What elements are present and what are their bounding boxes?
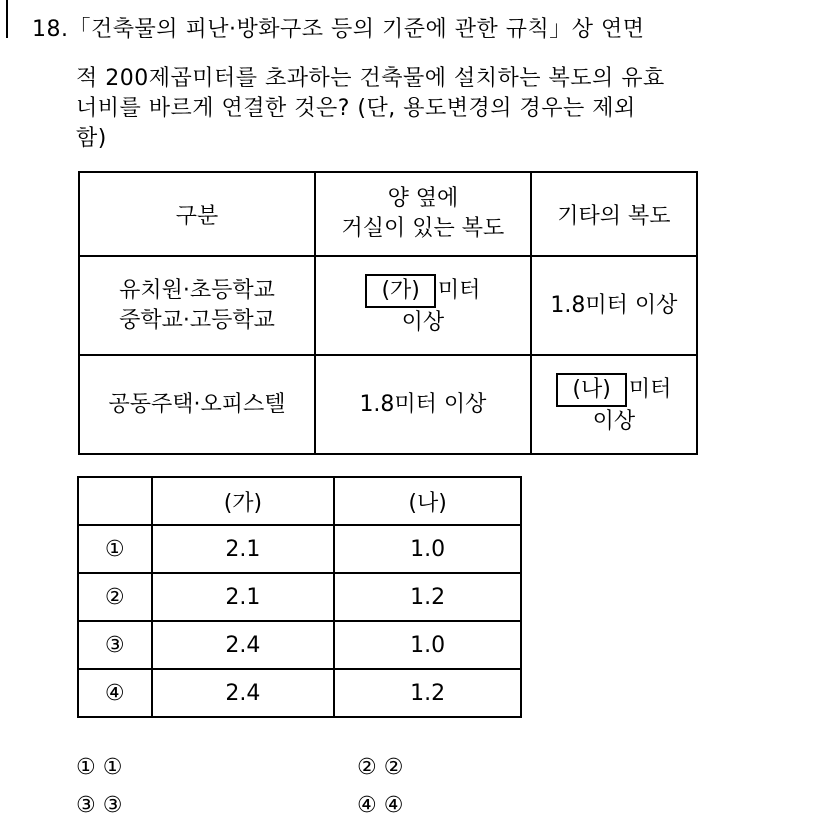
stem-line-1: 적 200제곱미터를 초과하는 건축물에 설치하는 복도의 유효 xyxy=(76,66,665,91)
criteria-row-housing xyxy=(79,355,697,454)
answer-na-value: 1.2 xyxy=(334,669,521,717)
other-housing xyxy=(531,355,697,454)
criteria-row-schools xyxy=(79,256,697,355)
answer-na-value: 1.0 xyxy=(334,525,521,573)
answer-na-value: 1.0 xyxy=(334,621,521,669)
blank-na-suffix: 이상 xyxy=(592,408,636,434)
both-sides-housing: 1.8미터 이상 xyxy=(315,355,531,454)
answer-ga-value: 2.1 xyxy=(152,525,335,573)
category-housing: 공동주택·오피스텔 xyxy=(79,355,315,454)
question-first-line xyxy=(32,12,645,43)
stem-line-2: 너비를 바르게 연결한 것은? (단, 용도변경의 경우는 제외 xyxy=(76,96,636,121)
answer-label: ② xyxy=(78,573,152,621)
answer-header-ga: (가) xyxy=(152,477,335,525)
margin-rule xyxy=(6,0,8,38)
blank-na-unit: 미터 xyxy=(628,376,672,402)
choice-4[interactable]: ④ ④ xyxy=(357,793,404,818)
header-both-sides-line2: 거실이 있는 복도 xyxy=(341,216,505,241)
category-schools-line1: 유치원·초등학교 xyxy=(119,277,275,303)
answer-ga-value: 2.4 xyxy=(152,621,335,669)
answer-table xyxy=(77,476,522,718)
answer-ga-value: 2.1 xyxy=(152,573,335,621)
choice-3[interactable]: ③ ③ xyxy=(76,793,123,818)
category-schools xyxy=(79,256,315,355)
blank-ga-unit: 미터 xyxy=(437,277,481,303)
both-sides-schools xyxy=(315,256,531,355)
blank-na-box: (나) xyxy=(556,373,626,407)
header-both-sides-line1: 양 옆에 xyxy=(387,186,459,211)
answer-row xyxy=(78,669,521,717)
answer-na-value: 1.2 xyxy=(334,573,521,621)
choice-2[interactable]: ② ② xyxy=(357,755,404,780)
criteria-header-row xyxy=(79,172,697,256)
answer-row xyxy=(78,525,521,573)
answer-header-empty xyxy=(78,477,152,525)
header-category: 구분 xyxy=(79,172,315,256)
blank-ga-box: (가) xyxy=(365,274,435,308)
blank-ga-suffix: 이상 xyxy=(401,309,445,335)
question-number: 18. xyxy=(32,17,69,42)
answer-ga-value: 2.4 xyxy=(152,669,335,717)
header-other: 기타의 복도 xyxy=(531,172,697,256)
answer-label: ① xyxy=(78,525,152,573)
answer-header-na: (나) xyxy=(334,477,521,525)
answer-header-row xyxy=(78,477,521,525)
answer-row xyxy=(78,573,521,621)
header-both-sides xyxy=(315,172,531,256)
answer-row xyxy=(78,621,521,669)
question-stem xyxy=(76,64,776,154)
answer-label: ④ xyxy=(78,669,152,717)
question-text: 「건축물의 피난·방화구조 등의 기준에 관한 규칙」상 연면 xyxy=(68,17,645,42)
other-schools: 1.8미터 이상 xyxy=(531,256,697,355)
answer-label: ③ xyxy=(78,621,152,669)
category-schools-line2: 중학교·고등학교 xyxy=(119,307,275,333)
stem-line-3: 함) xyxy=(76,126,107,151)
criteria-table xyxy=(78,171,698,455)
choice-1[interactable]: ① ① xyxy=(76,755,123,780)
